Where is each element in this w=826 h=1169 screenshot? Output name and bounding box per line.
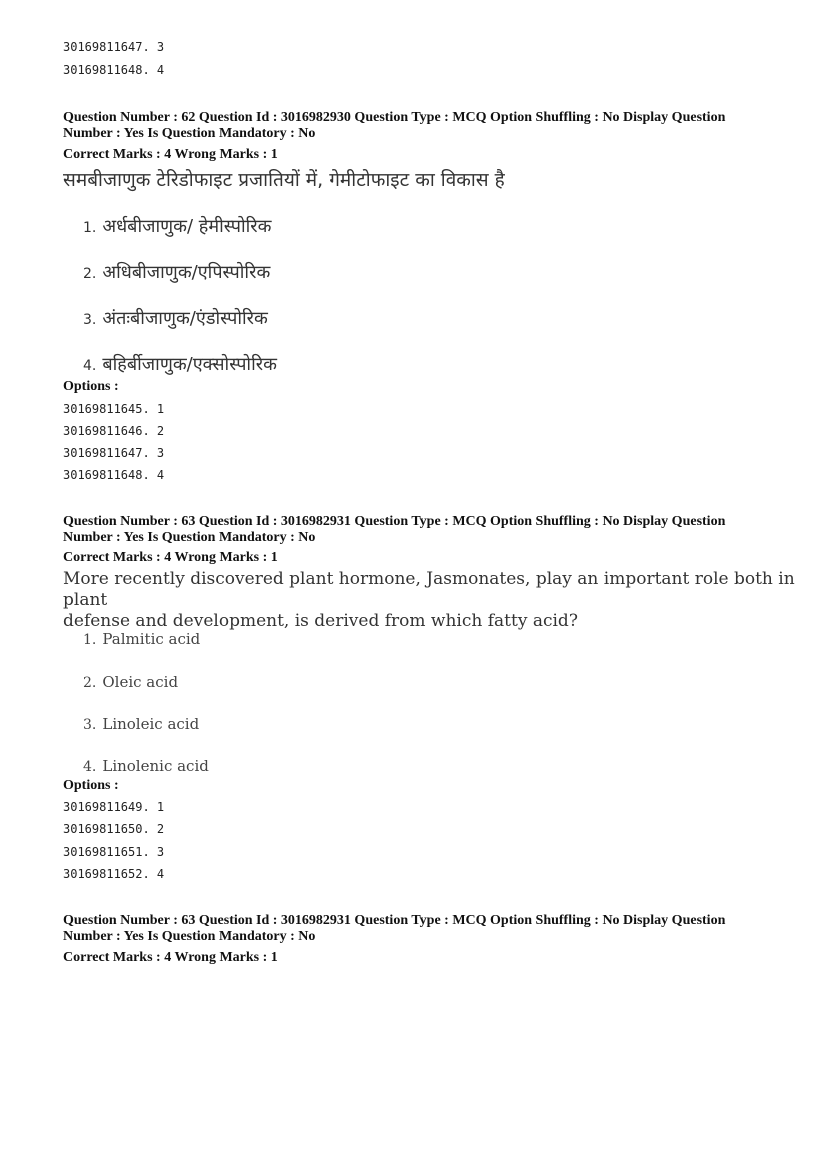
choice-text: अधिबीजाणुक/एपिस्पोरिक: [102, 262, 271, 283]
option-line: 30169811648. 4: [63, 468, 165, 482]
question-header: [63, 913, 768, 945]
answer-choice: [83, 306, 268, 330]
answer-choice: [83, 260, 270, 284]
choice-number: 1.: [83, 220, 97, 236]
question-header-line: Question Number : 62 Question Id : 3016982930 Question Type : MCQ Option Shuffling : No Display Question: [63, 110, 726, 125]
answer-choice: [83, 214, 271, 238]
choice-number: 3.: [83, 717, 97, 733]
question-header: [63, 514, 768, 546]
option-line: 30169811650. 2: [63, 822, 165, 836]
option-line: 30169811649. 1: [63, 800, 165, 814]
question-header-line: Question Number : 63 Question Id : 3016982931 Question Type : MCQ Option Shuffling : No Display Question: [63, 514, 726, 529]
choice-number: 3.: [83, 312, 97, 328]
choice-number: 4.: [83, 358, 97, 374]
choice-text: अर्धबीजाणुक/ हेमीस्पोरिक: [102, 216, 272, 237]
choice-text: Linolenic acid: [102, 757, 209, 775]
answer-choice: [83, 757, 209, 775]
question-header: [63, 110, 768, 142]
answer-choice: [83, 673, 178, 691]
choice-text: Linoleic acid: [102, 715, 200, 733]
question-text: समबीजाणुक टेरिडोफाइट प्रजातियों में, गेमीटोफाइट का विकास है: [63, 169, 505, 191]
answer-choice: [83, 715, 199, 733]
option-line: 30169811647. 3: [63, 40, 165, 54]
option-line: 30169811648. 4: [63, 63, 165, 77]
choice-number: 2.: [83, 266, 97, 282]
marks-line: Correct Marks : 4 Wrong Marks : 1: [63, 950, 278, 965]
question-text: [63, 569, 826, 632]
choice-number: 1.: [83, 632, 97, 648]
choice-number: 2.: [83, 675, 97, 691]
options-label: Options :: [63, 778, 119, 793]
choice-text: Oleic acid: [102, 673, 179, 691]
answer-choice: [83, 630, 200, 648]
option-line: 30169811645. 1: [63, 402, 165, 416]
question-header-line: Number : Yes Is Question Mandatory : No: [63, 929, 316, 944]
choice-text: अंतःबीजाणुक/एंडोस्पोरिक: [102, 308, 268, 329]
question-header-line: Question Number : 63 Question Id : 3016982931 Question Type : MCQ Option Shuffling : No Display Question: [63, 913, 726, 928]
question-header-line: Number : Yes Is Question Mandatory : No: [63, 530, 316, 545]
choice-number: 4.: [83, 759, 97, 775]
option-line: 30169811651. 3: [63, 845, 165, 859]
question-header-line: Number : Yes Is Question Mandatory : No: [63, 126, 316, 141]
choice-text: बहिर्बीजाणुक/एक्सोस्पोरिक: [102, 354, 277, 375]
option-line: 30169811647. 3: [63, 446, 165, 460]
question-text-line: More recently discovered plant hormone, Jasmonates, play an important role both in plant: [63, 569, 795, 610]
option-line: 30169811652. 4: [63, 867, 165, 881]
answer-choice: [83, 352, 277, 376]
options-label: Options :: [63, 379, 119, 394]
marks-line: Correct Marks : 4 Wrong Marks : 1: [63, 550, 278, 565]
marks-line: Correct Marks : 4 Wrong Marks : 1: [63, 147, 278, 162]
choice-text: Palmitic acid: [102, 630, 201, 648]
question-text-line: defense and development, is derived from which fatty acid?: [63, 611, 578, 631]
option-line: 30169811646. 2: [63, 424, 165, 438]
